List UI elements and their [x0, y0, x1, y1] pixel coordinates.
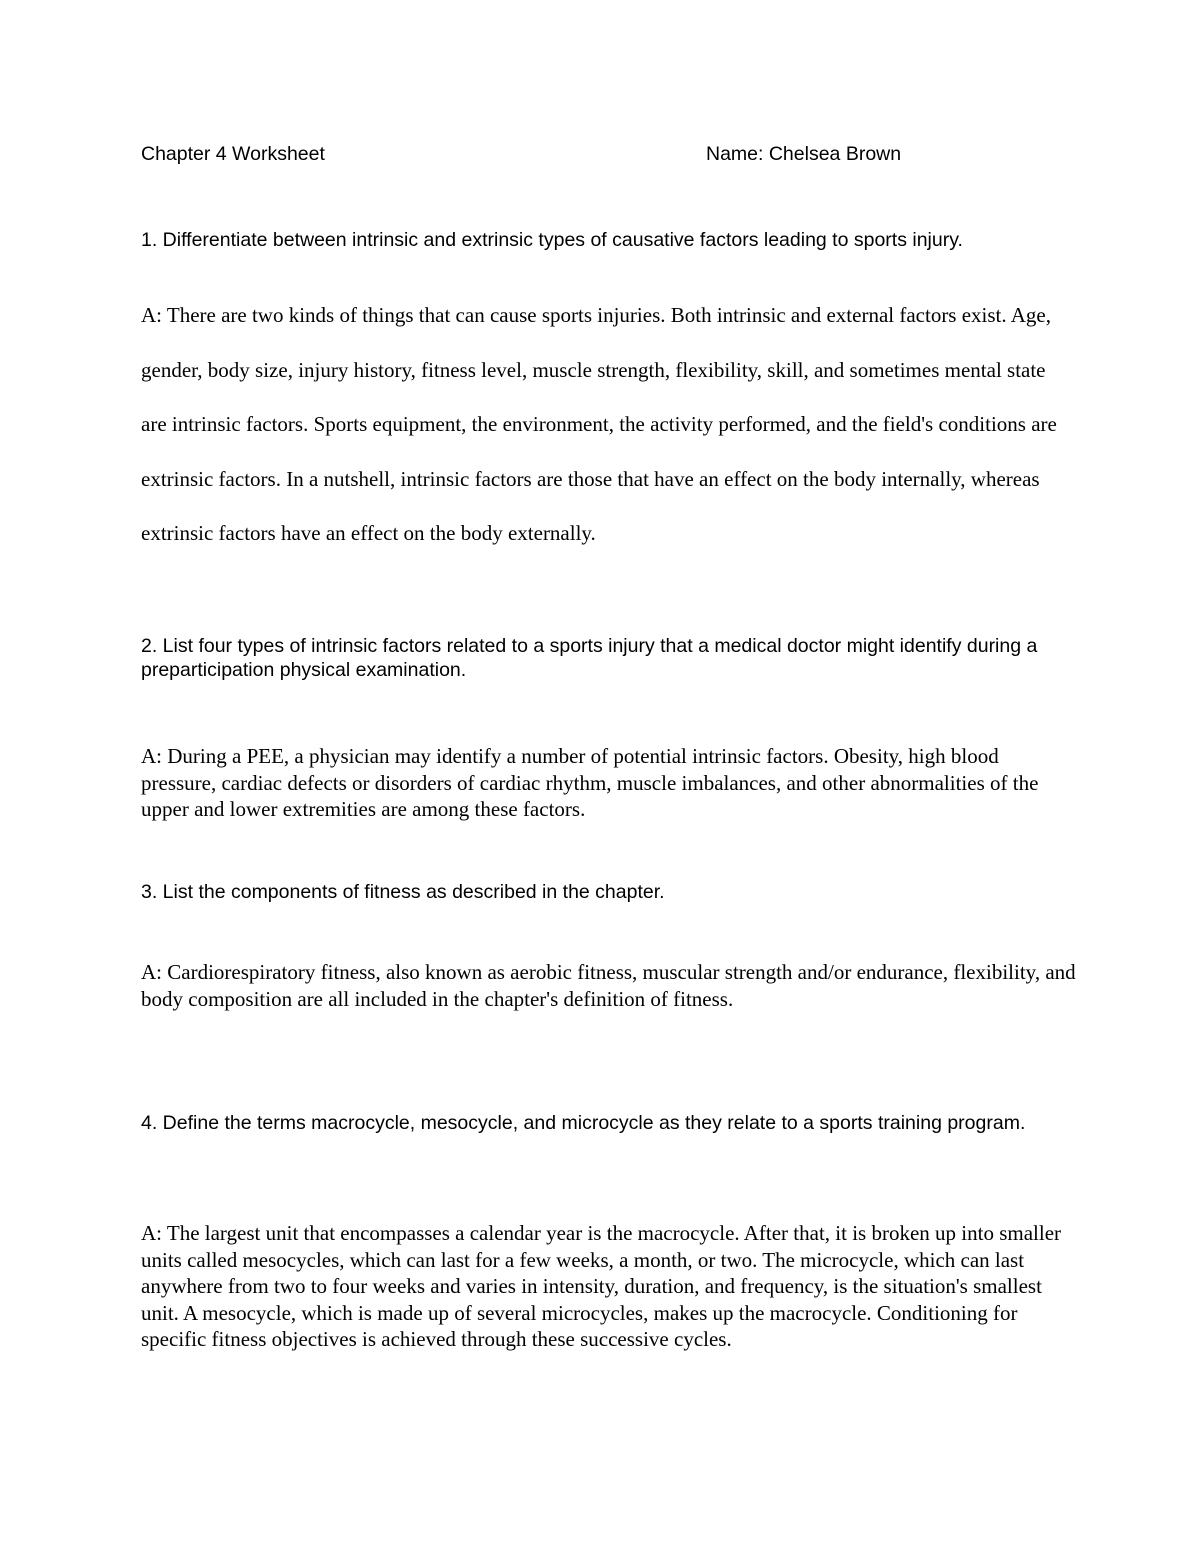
question-1: 1. Differentiate between intrinsic and extrinsic types of causative factors leading to sports injury. [141, 229, 963, 251]
question-4: 4. Define the terms macrocycle, mesocycle, and microcycle as they relate to a sports training program. [141, 1112, 1026, 1134]
answer-3: A: Cardiorespiratory fitness, also known as aerobic fitness, muscular strength and/or endurance, flexibility, and body composition are all included in the chapter's definition of fitness. [141, 960, 1076, 1011]
student-name: Name: Chelsea Brown [706, 143, 902, 165]
worksheet-title: Chapter 4 Worksheet [141, 143, 325, 165]
question-3: 3. List the components of fitness as described in the chapter. [141, 881, 665, 903]
answer-2: A: During a PEE, a physician may identify a number of potential intrinsic factors. Obesity, high blood pressure, cardiac defects or disorders of cardiac rhythm, muscle imbalances, and other abnormalities of the upper and lower extremities are among these factors. [141, 744, 1039, 821]
question-2: 2. List four types of intrinsic factors related to a sports injury that a medical doctor might identify during a preparticipation physical examination. [141, 635, 1038, 681]
answer-1: A: There are two kinds of things that can cause sports injuries. Both intrinsic and external factors exist. Age, gender, body size, injury history, fitness level, muscle strength, flexibility, skill, and sometimes mental state are intrinsic factors. Sports equipment, the environment, the activity performed, and the field's conditions are extrinsic factors. In a nutshell, intrinsic factors are those that have an effect on the body internally, whereas extrinsic factors have an effect on the body externally. [141, 303, 1057, 545]
answer-4: A: The largest unit that encompasses a calendar year is the macrocycle. After that, it is broken up into smaller units called mesocycles, which can last for a few weeks, a month, or two. The microcycle, which can last anywhere from two to four weeks and varies in intensity, duration, and frequency, is the situation's smallest unit. A mesocycle, which is made up of several microcycles, makes up the macrocycle. Conditioning for specific fitness objectives is achieved through these successive cycles. [141, 1221, 1062, 1351]
